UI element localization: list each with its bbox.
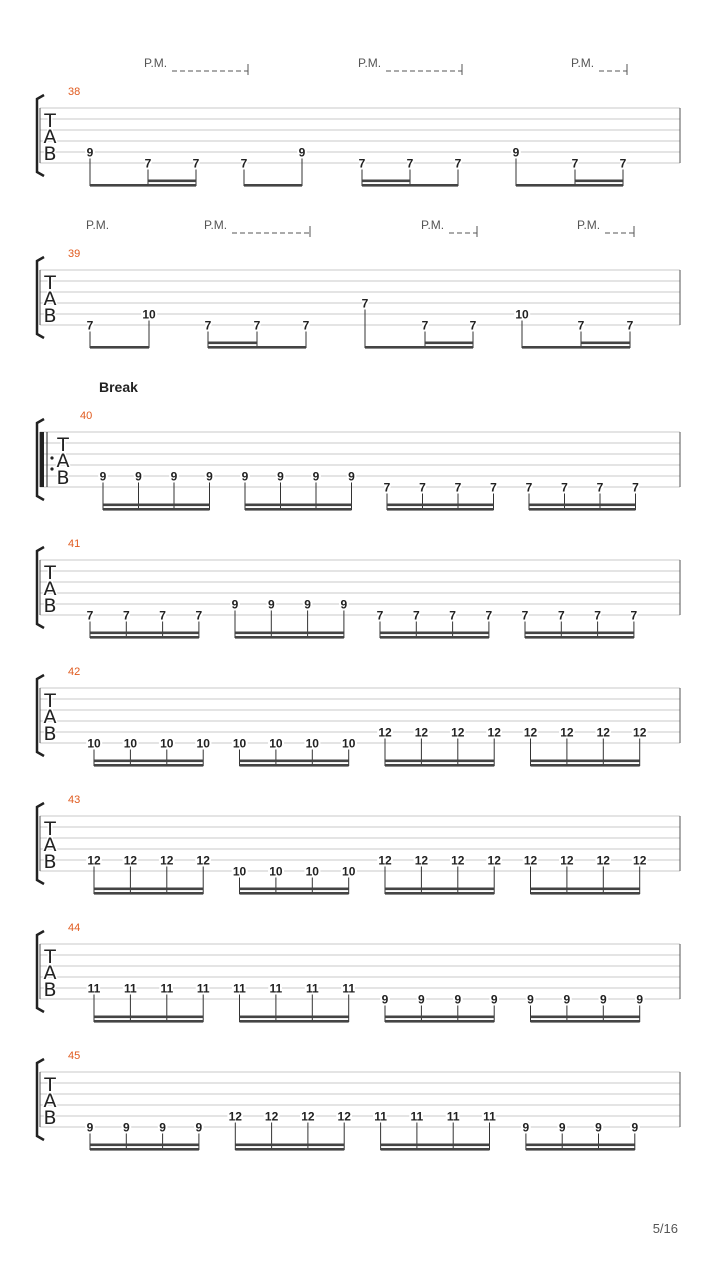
measure-number: 39 [68,248,81,260]
fret-number: 11 [233,981,246,996]
beam-secondary [90,632,199,635]
beam-secondary [575,180,623,183]
beam [516,184,623,187]
beam-secondary [529,504,636,507]
fret-number: 12 [414,725,429,740]
fret-number: 9 [490,992,498,1007]
beam [385,1020,494,1023]
tab-system-38 [37,56,680,187]
tab-clef-letter: A [43,126,57,148]
fret-number: 7 [195,608,203,623]
tab-system-40 [37,379,680,511]
tab-clef-letter: T [44,690,56,712]
beam-secondary [531,760,640,763]
fret-number: 7 [561,480,568,495]
fret-number: 7 [485,608,493,623]
fret-number: 12 [196,853,210,868]
tab-clef-letter: B [56,467,70,489]
beam-secondary [235,1144,344,1147]
fret-number: 9 [636,992,644,1007]
beam [529,508,636,511]
fret-number: 7 [192,156,200,171]
fret-number: 11 [483,1109,496,1124]
beam-secondary [385,1016,494,1019]
fret-number: 12 [596,853,610,868]
beam [526,1148,635,1151]
fret-number: 10 [232,864,247,879]
beam [531,892,640,895]
fret-number: 12 [228,1109,242,1124]
fret-number: 7 [383,480,391,495]
beam [103,508,210,511]
beam-secondary [385,760,494,763]
beam [240,764,349,767]
fret-number: 9 [241,469,249,484]
tab-clef-letter: T [44,562,56,584]
measure-number: 40 [80,410,93,422]
fret-number: 9 [418,992,425,1007]
measure-number: 41 [68,538,81,550]
fret-number: 9 [563,992,571,1007]
beam-secondary [362,180,410,183]
fret-number: 7 [577,318,585,333]
fret-number: 7 [596,480,604,495]
beam [94,892,203,895]
beam-secondary [235,632,344,635]
beam-secondary [387,504,494,507]
fret-number: 9 [277,469,284,484]
fret-number: 10 [269,736,283,751]
fret-number: 10 [160,736,174,751]
fret-number: 9 [86,145,94,160]
fret-number: 7 [361,296,369,311]
palm-mute-label: P.M. [358,56,382,70]
fret-number: 7 [421,318,429,333]
fret-number: 9 [381,992,389,1007]
fret-number: 12 [301,1109,315,1124]
beam [240,892,349,895]
fret-number: 11 [410,1109,424,1124]
fret-number: 12 [123,853,138,868]
tab-system-42 [37,666,680,767]
palm-mute-label: P.M. [421,218,445,232]
fret-number: 12 [633,725,647,740]
fret-number: 10 [87,736,101,751]
beam-secondary [240,888,349,891]
fret-number: 12 [451,725,465,740]
beam-secondary [381,1144,490,1147]
beam [235,636,344,639]
measure-number: 45 [68,1050,81,1062]
tab-clef-letter: A [43,578,57,600]
tab-system-39 [37,218,680,349]
fret-number: 12 [560,725,574,740]
fret-number: 7 [469,318,477,333]
tab-clef-letter: T [57,434,69,456]
tab-clef-letter: A [43,288,57,310]
beam [208,346,306,349]
fret-number: 7 [454,480,462,495]
tab-clef-letter: T [44,272,56,294]
fret-number: 11 [87,981,101,996]
beam-secondary [581,342,630,345]
fret-number: 7 [86,608,94,623]
fret-number: 7 [406,156,414,171]
fret-number: 7 [557,608,565,623]
beam-secondary [94,1016,203,1019]
fret-number: 7 [630,608,638,623]
fret-number: 9 [195,1120,203,1135]
fret-number: 7 [571,156,579,171]
beam-secondary [208,342,257,345]
fret-number: 7 [525,480,533,495]
tab-clef-letter: B [43,979,57,1001]
fret-number: 10 [196,736,210,751]
fret-number: 9 [631,1120,639,1135]
fret-number: 7 [253,318,261,333]
beam [365,346,473,349]
repeat-dot [50,456,53,459]
fret-number: 12 [560,853,574,868]
fret-number: 7 [594,608,601,623]
fret-number: 10 [342,736,356,751]
fret-number: 9 [599,992,607,1007]
fret-number: 7 [490,480,497,495]
fret-number: 9 [206,469,213,484]
fret-number: 12 [414,853,429,868]
fret-number: 9 [170,469,178,484]
fret-number: 12 [596,725,610,740]
section-label: Break [99,379,138,395]
fret-number: 7 [419,480,426,495]
fret-number: 9 [348,469,355,484]
fret-number: 11 [305,981,319,996]
palm-mute-label: P.M. [144,56,168,70]
beam-secondary [531,1016,640,1019]
tab-clef-letter: A [43,834,57,856]
tab-clef-letter: B [43,143,57,165]
fret-number: 10 [123,736,138,751]
repeat-dot [50,467,53,470]
beam [531,1020,640,1023]
fret-number: 9 [298,145,306,160]
beam [90,346,149,349]
fret-number: 7 [454,156,462,171]
tab-clef-letter: T [44,110,56,132]
beam-secondary [103,504,210,507]
fret-number: 9 [558,1120,566,1135]
fret-number: 11 [124,981,137,996]
fret-number: 9 [267,597,275,612]
beam [90,636,199,639]
fret-number: 10 [269,864,283,879]
tab-clef-letter: T [44,946,56,968]
fret-number: 12 [523,725,538,740]
fret-number: 12 [633,853,647,868]
fret-number: 7 [86,318,94,333]
beam [385,764,494,767]
tab-clef-letter: A [43,1090,57,1112]
tab-clef-letter: B [43,595,57,617]
fret-number: 9 [231,597,239,612]
beam [525,636,634,639]
fret-number: 7 [204,318,212,333]
tab-clef-letter: B [43,851,57,873]
fret-number: 7 [521,608,529,623]
fret-number: 7 [449,608,456,623]
fret-number: 9 [595,1120,602,1135]
beam-secondary [531,888,640,891]
fret-number: 9 [135,469,142,484]
fret-number: 7 [302,318,310,333]
fret-number: 9 [312,469,320,484]
fret-number: 7 [412,608,420,623]
beam-secondary [380,632,489,635]
beam [381,1148,490,1151]
fret-number: 7 [159,608,166,623]
fret-number: 7 [376,608,384,623]
measure-number: 38 [68,86,81,98]
beam [531,764,640,767]
beam [240,1020,349,1023]
fret-number: 12 [487,725,501,740]
tab-clef-letter: B [43,1107,57,1129]
fret-number: 11 [160,981,174,996]
fret-number: 11 [269,981,283,996]
tab-clef-letter: A [43,962,57,984]
beam-secondary [94,760,203,763]
fret-number: 12 [337,1109,351,1124]
fret-number: 12 [87,853,101,868]
fret-number: 9 [86,1120,94,1135]
fret-number: 11 [446,1109,460,1124]
tab-clef-letter: B [43,723,57,745]
tab-system-44 [37,922,680,1023]
palm-mute-label: P.M. [577,218,601,232]
palm-mute-label: P.M. [204,218,228,232]
beam-secondary [425,342,473,345]
beam-secondary [90,1144,199,1147]
fret-number: 11 [374,1109,387,1124]
beam-secondary [385,888,494,891]
fret-number: 10 [515,307,529,322]
beam [380,636,489,639]
fret-number: 11 [196,981,210,996]
beam-secondary [240,1016,349,1019]
beam [362,184,458,187]
beam-secondary [525,632,634,635]
beam-secondary [245,504,352,507]
fret-number: 11 [342,981,356,996]
beam [245,508,352,511]
fret-number: 12 [378,725,392,740]
fret-number: 12 [487,853,501,868]
beam [387,508,494,511]
fret-number: 9 [512,145,520,160]
beam-secondary [94,888,203,891]
fret-number: 10 [142,307,156,322]
fret-number: 7 [240,156,248,171]
beam [235,1148,344,1151]
fret-number: 9 [122,1120,130,1135]
fret-number: 7 [632,480,639,495]
beam [385,892,494,895]
fret-number: 9 [522,1120,530,1135]
measure-number: 42 [68,666,81,678]
fret-number: 10 [305,736,319,751]
fret-number: 7 [358,156,366,171]
beam [244,184,302,187]
tab-system-41 [37,538,680,639]
fret-number: 9 [527,992,534,1007]
fret-number: 10 [342,864,356,879]
tab-clef-letter: T [44,1074,56,1096]
beam [90,184,196,187]
fret-number: 12 [378,853,392,868]
beam [94,1020,203,1023]
fret-number: 9 [99,469,107,484]
tab-clef-letter: A [43,706,57,728]
fret-number: 10 [232,736,247,751]
tab-clef-letter: B [43,305,57,327]
fret-number: 9 [340,597,348,612]
beam [94,764,203,767]
beam-secondary [240,760,349,763]
tab-clef-letter: T [44,818,56,840]
fret-number: 12 [451,853,465,868]
palm-mute-label: P.M. [86,218,110,232]
fret-number: 10 [305,864,319,879]
fret-number: 12 [264,1109,279,1124]
fret-number: 12 [523,853,538,868]
fret-number: 12 [160,853,174,868]
repeat-thick-bar [40,432,44,487]
fret-number: 9 [304,597,311,612]
fret-number: 9 [454,992,462,1007]
beam [522,346,630,349]
beam-secondary [148,180,196,183]
tab-system-45 [37,1050,680,1151]
measure-number: 43 [68,794,81,806]
tab-clef-letter: A [56,450,70,472]
tab-system-43 [37,794,680,895]
palm-mute-label: P.M. [571,56,595,70]
measure-number: 44 [68,922,81,934]
fret-number: 9 [159,1120,166,1135]
fret-number: 7 [626,318,634,333]
beam [90,1148,199,1151]
fret-number: 7 [122,608,130,623]
fret-number: 7 [144,156,152,171]
fret-number: 7 [619,156,627,171]
beam-secondary [526,1144,635,1147]
page-number: 5/16 [652,1221,678,1236]
